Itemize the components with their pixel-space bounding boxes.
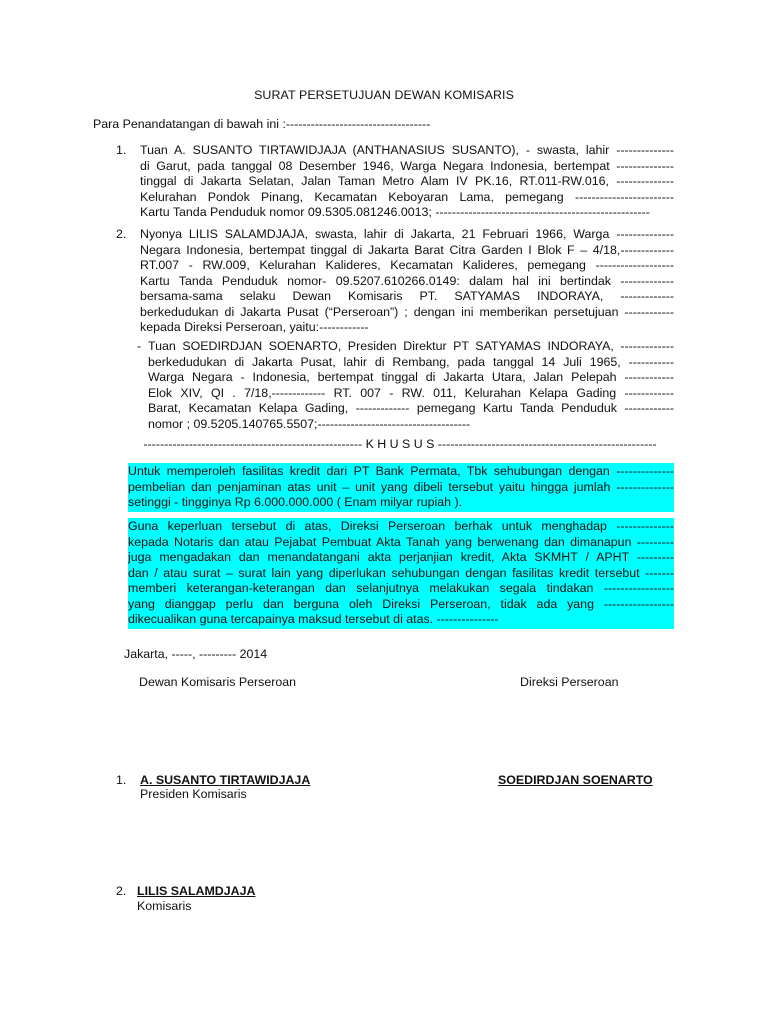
director-line: Tuan SOEDIRDJAN SOENARTO, Presiden Direktur PT SATYAMAS INDORAYA, ------------- bbox=[148, 339, 674, 353]
paragraph-2-line: juga mengadakan dan menandatangani akta perjanjian kredit, Akta SKMHT / APHT --------- bbox=[128, 550, 674, 564]
director-line: Warga Negara - Indonesia, bertempat tinggal di Jakarta Utara, Jalan Pelepah ------------ bbox=[148, 370, 674, 384]
party-2-line: Nyonya LILIS SALAMDJAJA, swasta, lahir di Jakarta, 21 Februari 1966, Warga -------------- bbox=[140, 227, 674, 241]
party-1-line: tinggal di Jakarta Selatan, Jalan Taman Metro Alam IV PK.16, RT.011-RW.016, -------------- bbox=[140, 174, 674, 188]
director-line: berkedudukan di Jakarta Pusat, lahir di Rembang, pada tanggal 14 Juli 1965, ----------- bbox=[148, 354, 674, 369]
board-label: Dewan Komisaris Perseroan bbox=[139, 675, 297, 689]
director-line: Barat, Kecamatan Kelapa Gading, ------------- pemegang Kartu Tanda Penduduk ------------ bbox=[148, 401, 674, 415]
party-2-line: Kartu Tanda Penduduk nomor- 09.5207.610266.0149: dalam hal ini bertindak ------------- bbox=[140, 273, 674, 288]
director-text bbox=[148, 339, 674, 432]
director-bullet: - bbox=[137, 339, 142, 353]
signature-2-name: LILIS SALAMDJAJA bbox=[137, 884, 256, 898]
director-signature-name: SOEDIRDJAN SOENARTO bbox=[498, 773, 653, 787]
party-1-line: Kelurahan Pondok Pinang, Kecamatan Keboyaran Lama, pemegang ------------------------ bbox=[140, 189, 674, 204]
party-1-number: 1. bbox=[116, 143, 127, 157]
paragraph-2-line: kepada Notaris dan atau Pejabat Pembuat Akta Tanah yang berwenang dan dimanapun --------- bbox=[128, 534, 674, 549]
paragraph-authority bbox=[128, 518, 674, 629]
paragraph-credit-facility bbox=[128, 463, 674, 512]
party-2-line: berkedudukan di Jakarta Pusat (“Perseroan”) ; dengan ini memberikan persetujuan ------------ bbox=[140, 304, 674, 319]
signature-1-role: Presiden Komisaris bbox=[140, 787, 247, 801]
party-1-line: di Garut, pada tanggal 08 Desember 1946, Warga Negara Indonesia, bertempat -------------- bbox=[140, 158, 674, 173]
party-2-line: Negara Indonesia, bertempat tinggal di Jakarta Barat Citra Garden I Blok F – 4/18,------------- bbox=[140, 242, 674, 257]
directors-label: Direksi Perseroan bbox=[520, 675, 619, 689]
paragraph-1-line: setinggi - tingginya Rp 6.000.000.000 ( Enam milyar rupiah ). bbox=[128, 495, 463, 509]
signature-1-number: 1. bbox=[116, 773, 127, 787]
party-2-line: kepada Direksi Perseroan, yaitu:------------ bbox=[140, 320, 369, 334]
paragraph-2-line: Guna keperluan tersebut di atas, Direksi Perseroan berhak untuk menghadap -------------- bbox=[128, 519, 674, 533]
party-2-number: 2. bbox=[116, 227, 127, 241]
party-2-line: RT.007 - RW.009, Kelurahan Kalideres, Kecamatan Kalideres, pemegang ------------------- bbox=[140, 258, 674, 272]
khusus-heading: ----------------------------------------------------- K H U S U S ----------------------------------------------------- bbox=[143, 437, 657, 451]
document-title: SURAT PERSETUJUAN DEWAN KOMISARIS bbox=[254, 88, 514, 102]
paragraph-2-line: dan / atau surat – surat lain yang diperlukan sehubungan dengan fasilitas kredit tersebut ------- bbox=[128, 565, 674, 580]
party-1-text bbox=[140, 143, 674, 221]
director-line: Elok XIV, QI . 7/18,------------- RT. 007 - RW. 011, Kelurahan Kelapa Gading ------------ bbox=[148, 385, 674, 400]
place-date: Jakarta, -----, --------- 2014 bbox=[124, 647, 268, 661]
party-1-line: Tuan A. SUSANTO TIRTAWIDJAJA (ANTHANASIUS SUSANTO), - swasta, lahir -------------- bbox=[140, 143, 674, 157]
party-1-line: Kartu Tanda Penduduk nomor 09.5305.081246.0013; ---------------------------------------------------- bbox=[140, 205, 650, 219]
paragraph-2-line: memberi keterangan-keterangan dan selanjutnya melakukan segala tindakan ----------------- bbox=[128, 581, 674, 595]
director-line: nomor ; 09.5205.140765.5507;------------------------------------- bbox=[148, 416, 471, 431]
party-2-text bbox=[140, 227, 674, 336]
signature-2-role: Komisaris bbox=[137, 899, 192, 913]
signature-2-number: 2. bbox=[116, 884, 127, 898]
signature-1-name: A. SUSANTO TIRTAWIDJAJA bbox=[140, 773, 311, 787]
paragraph-1-line: pembelian dan penjaminan atas unit – unit yang dibeli tersebut yaitu hingga jumlah -------------- bbox=[128, 479, 674, 494]
intro-line: Para Penandatangan di bawah ini :----------------------------------- bbox=[93, 117, 431, 131]
paragraph-1-line: Untuk memperoleh fasilitas kredit dari PT Bank Permata, Tbk sehubungan dengan -------------- bbox=[128, 464, 674, 478]
party-2-line: bersama-sama selaku Dewan Komisaris PT. SATYAMAS INDORAYA, ------------- bbox=[140, 289, 674, 303]
paragraph-2-line: yang dianggap perlu dan berguna oleh Direksi Perseroan, tidak ada yang ----------------- bbox=[128, 596, 674, 611]
paragraph-2-line: dikecualikan guna tercapainya maksud tersebut di atas. --------------- bbox=[128, 612, 499, 626]
